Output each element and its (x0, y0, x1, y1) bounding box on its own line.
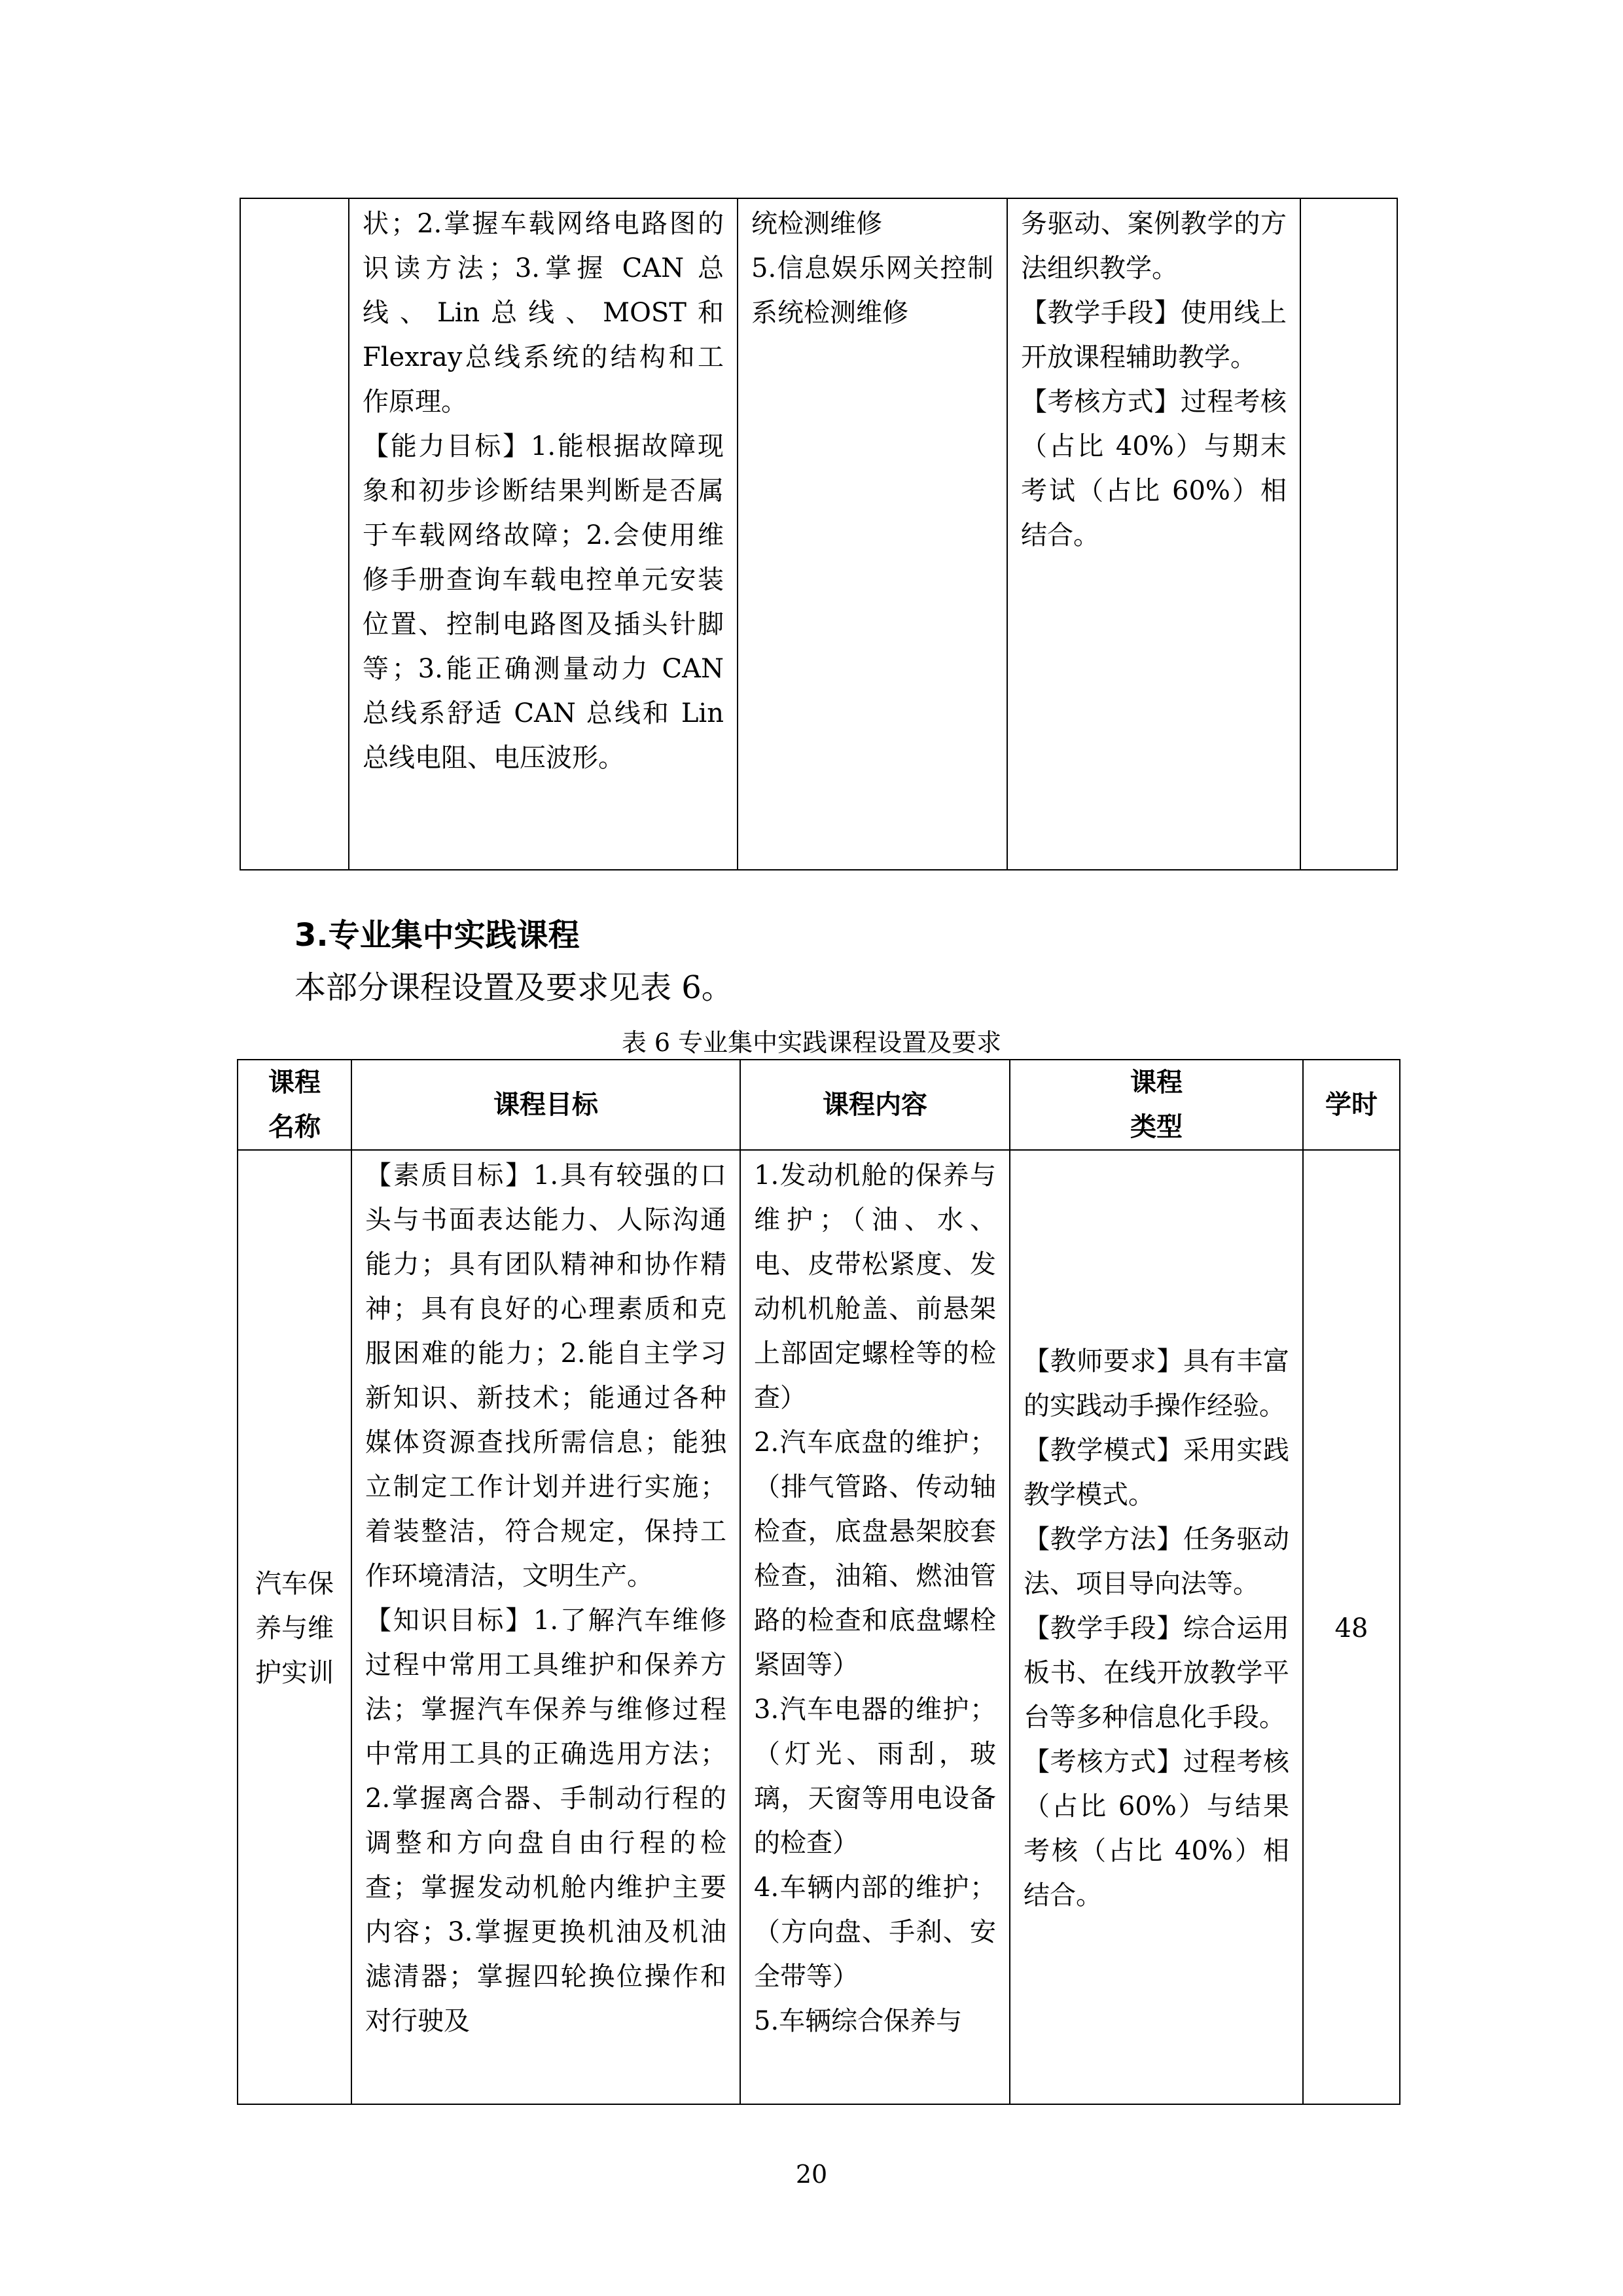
course-hours-cell (1300, 198, 1397, 870)
course-content-cell: 统检测维修 5.信息娱乐网关控制系统检测维修 (738, 198, 1007, 870)
header-course-name: 课程 名称 (238, 1060, 351, 1150)
header-course-content: 课程内容 (740, 1060, 1010, 1150)
table-row (238, 1150, 1400, 2104)
course-goals-cell: 【素质目标】1.具有较强的口头与书面表达能力、人际沟通能力；具有团队精神和协作精神；具有良好的心理素质和克服困难的能力；2.能自主学习新知识、新技术；能通过各种媒体资源查找所需信息；能独立制定工作计划并进行实施；着装整洁，符合规定，保持工作环境清洁，文明生产。 【知识目标】1.了解汽车维修过程中常用工具维护和保养方法；掌握汽车保养与维修过程中常用工具的正确选用方法；2.掌握离合器、手制动行程的调整和方向盘自由行程的检查；掌握发动机舱内维护主要内容；3.掌握更换机油及机油滤清器；掌握四轮换位操作和对行驶及 (351, 1150, 740, 2104)
course-content-cell: 1.发动机舱的保养与维护；（油、水、电、皮带松紧度、发动机机舱盖、前悬架上部固定螺栓等的检查） 2.汽车底盘的维护；（排气管路、传动轴检查，底盘悬架胶套检查，油箱、燃油管路的检查和底盘螺栓紧固等） 3.汽车电器的维护；（灯光、雨刮，玻璃，天窗等用电设备的检查） 4.车辆内部的维护；（方向盘、手刹、安全带等） 5.车辆综合保养与 (740, 1150, 1010, 2104)
section-heading: 3.专业集中实践课程 (294, 917, 580, 954)
header-course-hours: 学时 (1303, 1060, 1400, 1150)
section-intro: 本部分课程设置及要求见表 6。 (294, 969, 733, 1006)
page-number: 20 (795, 2160, 828, 2189)
header-course-type: 课程 类型 (1010, 1060, 1303, 1150)
course-name-cell: 汽车保养与维护实训 (238, 1150, 351, 2104)
continued-course-table (240, 198, 1398, 870)
table-header-row (238, 1060, 1400, 1150)
course-type-cell: 【教师要求】具有丰富的实践动手操作经验。 【教学模式】采用实践教学模式。 【教学方法】任务驱动法、项目导向法等。 【教学手段】综合运用板书、在线开放教学平台等多种信息化手段。 【考核方式】过程考核（占比 60%）与结果考核（占比 40%）相结合。 (1010, 1150, 1303, 2104)
course-type-cell: 务驱动、案例教学的方法组织教学。 【教学手段】使用线上开放课程辅助教学。 【考核方式】过程考核（占比 40%）与期末考试（占比 60%）相结合。 (1007, 198, 1300, 870)
table-row (240, 198, 1397, 870)
practice-course-table (237, 1059, 1400, 2105)
table-caption: 表 6 专业集中实践课程设置及要求 (621, 1028, 1002, 1057)
course-hours-cell: 48 (1303, 1150, 1400, 2104)
course-goals-cell: 状；2.掌握车载网络电路图的识读方法；3.掌握 CAN 总线、Lin总线、MOST和Flexray总线系统的结构和工作原理。 【能力目标】1.能根据故障现象和初步诊断结果判断是否属于车载网络故障；2.会使用维修手册查询车载电控单元安装位置、控制电路图及插头针脚等；3.能正确测量动力 CAN 总线系舒适 CAN 总线和 Lin 总线电阻、电压波形。 (349, 198, 738, 870)
course-name-cell (240, 198, 349, 870)
header-course-goals: 课程目标 (351, 1060, 740, 1150)
